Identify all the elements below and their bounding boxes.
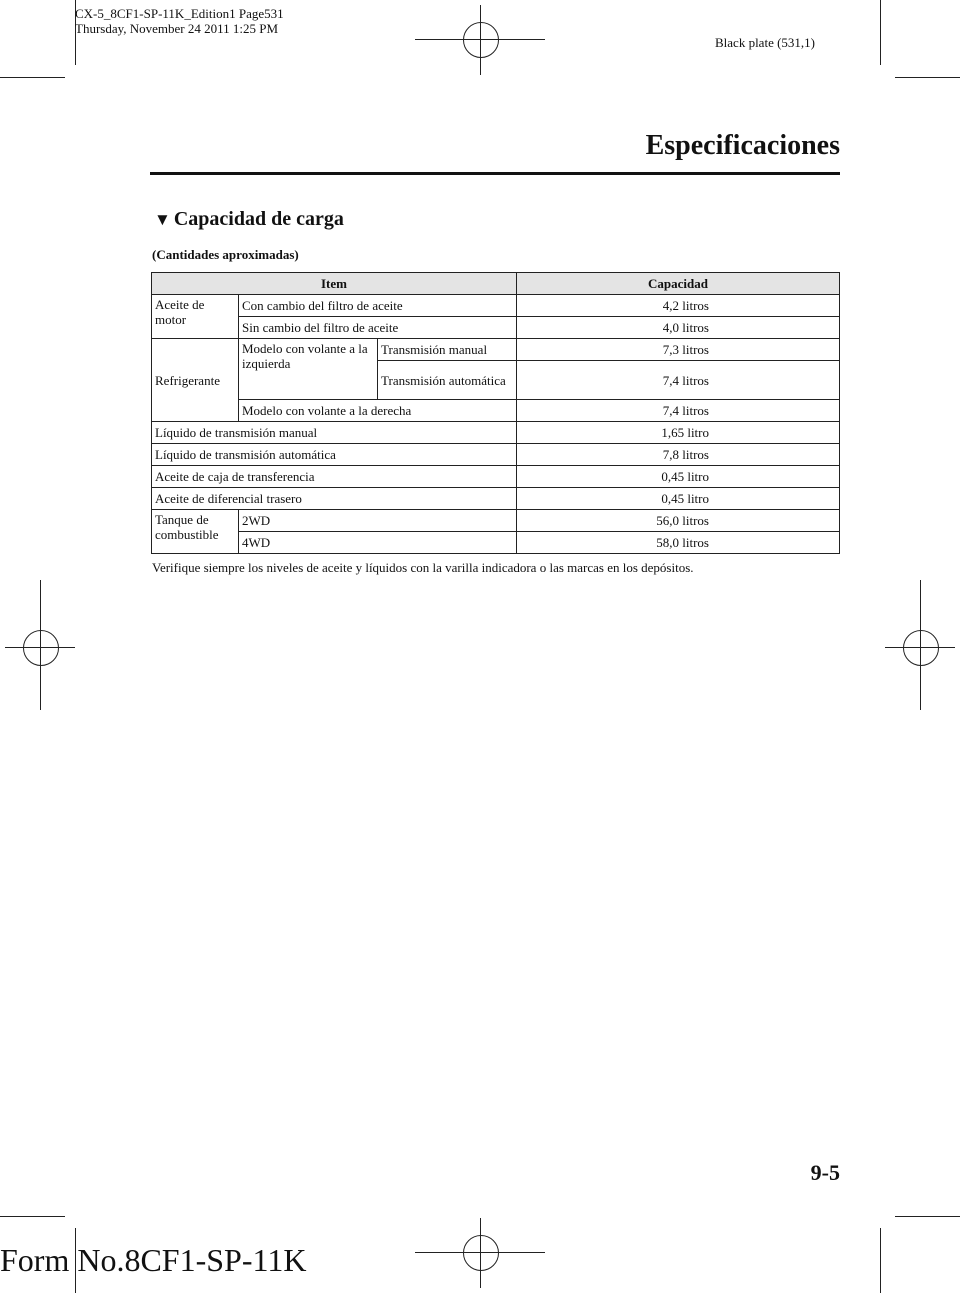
crop-mark [880, 1228, 881, 1293]
header-capacity: Capacidad [517, 273, 840, 295]
table-row [152, 400, 840, 422]
table-row [152, 444, 840, 466]
crop-mark [895, 1216, 960, 1217]
table-row [152, 317, 840, 339]
table-row [152, 339, 840, 361]
form-number: Form No.8CF1-SP-11K [0, 1242, 307, 1278]
subtitle-text: Capacidad de carga [173, 208, 344, 230]
cell-trans-auto: Transmisión automática [378, 361, 517, 400]
registration-mark-circle [903, 630, 939, 666]
registration-mark-circle [23, 630, 59, 666]
cell-value: 0,45 litro [517, 466, 840, 488]
cell-tanque: Tanque de combustible [152, 510, 239, 554]
table-header-row [152, 273, 840, 295]
table-row [152, 466, 840, 488]
table-row [152, 532, 840, 554]
header-item: Item [152, 273, 517, 295]
cell-value: 7,4 litros [517, 361, 840, 400]
cell-2wd: 2WD [239, 510, 517, 532]
registration-mark-circle [463, 1235, 499, 1271]
cell-value: 4,0 litros [517, 317, 840, 339]
cell-trans-manual: Transmisión manual [378, 339, 517, 361]
cell-value: 0,45 litro [517, 488, 840, 510]
cell-con-filtro: Con cambio del filtro de aceite [239, 295, 517, 317]
crop-mark [880, 0, 881, 65]
cell-value: 4,2 litros [517, 295, 840, 317]
crop-mark [0, 1216, 65, 1217]
capacity-table [151, 272, 840, 554]
cell-aceite-motor: Aceite de motor [152, 295, 239, 339]
cell-caja-transf: Aceite de caja de transferencia [152, 466, 517, 488]
cell-value: 56,0 litros [517, 510, 840, 532]
registration-mark-circle [463, 22, 499, 58]
table-row [152, 422, 840, 444]
note: (Cantidades aproximadas) [152, 247, 299, 262]
cell-dif-trasero: Aceite de diferencial trasero [152, 488, 517, 510]
triangle-marker-icon: ▼ [154, 209, 171, 229]
table-row [152, 488, 840, 510]
cell-value: 1,65 litro [517, 422, 840, 444]
page-number: 9-5 [810, 1160, 840, 1185]
cell-4wd: 4WD [239, 532, 517, 554]
date-line: Thursday, November 24 2011 1:25 PM [75, 21, 279, 36]
plate-info: Black plate (531,1) [715, 35, 815, 50]
cell-volante-der: Modelo con volante a la derecha [239, 400, 517, 422]
footnote: Verifique siempre los niveles de aceite y líquidos con la varilla indicadora o las marcas en los depósitos. [152, 560, 694, 575]
cell-value: 7,8 litros [517, 444, 840, 466]
cell-liq-auto: Líquido de transmisión automática [152, 444, 517, 466]
crop-mark [0, 77, 65, 78]
crop-mark [895, 77, 960, 78]
cell-refrigerante: Refrigerante [152, 339, 239, 422]
print-job-info [75, 6, 284, 36]
table-row [152, 510, 840, 532]
job-line: CX-5_8CF1-SP-11K_Edition1 Page531 [75, 6, 284, 21]
subtitle [154, 208, 344, 231]
header-rule [150, 172, 840, 175]
section-title: Especificaciones [645, 130, 840, 161]
cell-volante-izq: Modelo con volante a la izquierda [239, 339, 378, 400]
table-row [152, 295, 840, 317]
cell-sin-filtro: Sin cambio del filtro de aceite [239, 317, 517, 339]
cell-liq-manual: Líquido de transmisión manual [152, 422, 517, 444]
cell-value: 7,4 litros [517, 400, 840, 422]
cell-value: 7,3 litros [517, 339, 840, 361]
cell-value: 58,0 litros [517, 532, 840, 554]
